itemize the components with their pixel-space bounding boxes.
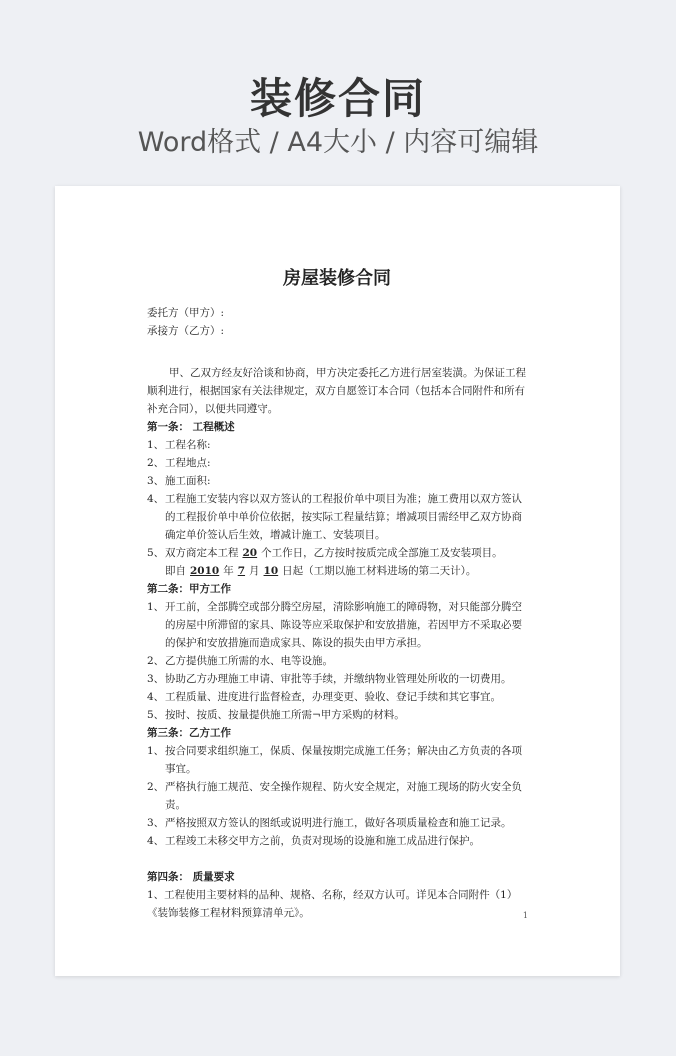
item-number: 1、 — [147, 745, 165, 757]
party-a-line: 委托方（甲方）: — [147, 307, 225, 319]
item-number: 3、 — [147, 817, 165, 829]
list-item — [147, 472, 532, 490]
start-month: 7 — [237, 565, 246, 577]
list-item — [147, 436, 532, 454]
item-text: 乙方提供施工所需的水、电等设施。 — [165, 655, 333, 667]
list-item — [147, 832, 532, 850]
item-text — [165, 544, 532, 562]
item-text: 按合同要求组织施工，保质、保量按期完成施工任务；解决由乙方负责的各项事宜。 — [165, 745, 522, 775]
list-item — [147, 814, 532, 832]
year-label: 年 — [223, 565, 234, 577]
party-b-line: 承接方（乙方）: — [147, 325, 225, 337]
item-text: 工程竣工未移交甲方之前，负责对现场的设施和施工成品进行保护。 — [165, 835, 480, 847]
item-number: 4、 — [147, 835, 165, 847]
start-year: 2010 — [190, 565, 220, 577]
workdays-value: 20 — [242, 547, 258, 559]
section-2-heading: 第二条：甲方工作 — [147, 583, 231, 595]
document-title: 房屋装修合同 — [283, 268, 391, 289]
page-number: 1 — [522, 911, 528, 920]
banner-subtitle: Word格式 / A4大小 / 内容可编辑 — [137, 127, 539, 158]
document-body — [147, 264, 587, 922]
item-text: 工程地点: — [165, 457, 211, 469]
item-5-tail: 个工作日，乙方按时按质完成全部施工及安装项目。 — [261, 547, 503, 559]
item-number: 4、 — [147, 691, 165, 703]
date-tail: 日起（工期以施工材料进场的第二天计）。 — [282, 565, 477, 577]
list-item — [147, 688, 532, 706]
item-text: 严格按照双方签认的图纸或说明进行施工，做好各项质量检查和施工记录。 — [165, 817, 512, 829]
item-number: 1、 — [147, 601, 165, 613]
date-prefix: 即自 — [165, 565, 186, 577]
section-1-heading: 第一条： 工程概述 — [147, 421, 235, 433]
list-item — [147, 670, 532, 688]
list-item — [147, 706, 532, 724]
list-item — [147, 454, 532, 472]
item-text: 开工前，全部腾空或部分腾空房屋，清除影响施工的障碍物，对只能部分腾空的房屋中所滞留的家具、陈设等应采取保护和安放措施，若因甲方不采取必要的保护和安放措施而造成家具、陈设的损失由甲方承担。 — [165, 601, 522, 649]
section-3-heading: 第三条：乙方工作 — [147, 727, 231, 739]
item-number: 2、 — [147, 655, 165, 667]
list-item — [147, 652, 532, 670]
item-text: 协助乙方办理施工申请、审批等手续，并缴纳物业管理处所收的一切费用。 — [165, 673, 512, 685]
item-number: 3、 — [147, 475, 165, 487]
section-4-item-1: 1、工程使用主要材料的品种、规格、名称，经双方认可。详见本合同附件（1）《装饰装修工程材料预算清单元》。 — [147, 889, 518, 919]
month-label: 月 — [249, 565, 260, 577]
item-text: 按时、按质、按量提供施工所需¬甲方采购的材料。 — [165, 709, 405, 721]
list-item — [147, 742, 532, 778]
start-day: 10 — [263, 565, 279, 577]
start-date-line — [147, 562, 587, 580]
item-text: 施工面积: — [165, 475, 211, 487]
item-number: 5、 — [147, 709, 165, 721]
list-item — [147, 778, 532, 814]
item-number: 2、 — [147, 781, 165, 793]
list-item — [147, 598, 532, 652]
list-item — [147, 544, 532, 562]
intro-paragraph: 甲、乙双方经友好洽谈和协商，甲方决定委托乙方进行居室装潢。为保证工程顺利进行，根据国家有关法律规定，双方自愿签订本合同（包括本合同附件和所有补充合同），以便共同遵守。 — [147, 367, 526, 415]
list-item — [147, 490, 532, 544]
item-number: 5、 — [147, 547, 165, 559]
item-text: 工程名称: — [165, 439, 211, 451]
banner-title: 装修合同 — [249, 74, 426, 123]
document-page — [55, 186, 620, 976]
item-text: 工程质量、进度进行监督检查，办理变更、验收、登记手续和其它事宜。 — [165, 691, 501, 703]
section-4-heading: 第四条： 质量要求 — [147, 871, 235, 883]
item-5-lead: 双方商定本工程 — [165, 547, 239, 559]
item-number: 3、 — [147, 673, 165, 685]
item-number: 4、 — [147, 493, 165, 505]
item-number: 2、 — [147, 457, 165, 469]
item-text: 严格执行施工规范、安全操作规程、防火安全规定，对施工现场的防火安全负责。 — [165, 781, 522, 811]
item-number: 1、 — [147, 439, 165, 451]
item-text: 工程施工安装内容以双方签认的工程报价单中项目为准；施工费用以双方签认的工程报价单中单价位依据，按实际工程量结算；增减项目需经甲乙双方协商确定单价签认后生效，增减计施工、安装项目。 — [165, 493, 522, 541]
